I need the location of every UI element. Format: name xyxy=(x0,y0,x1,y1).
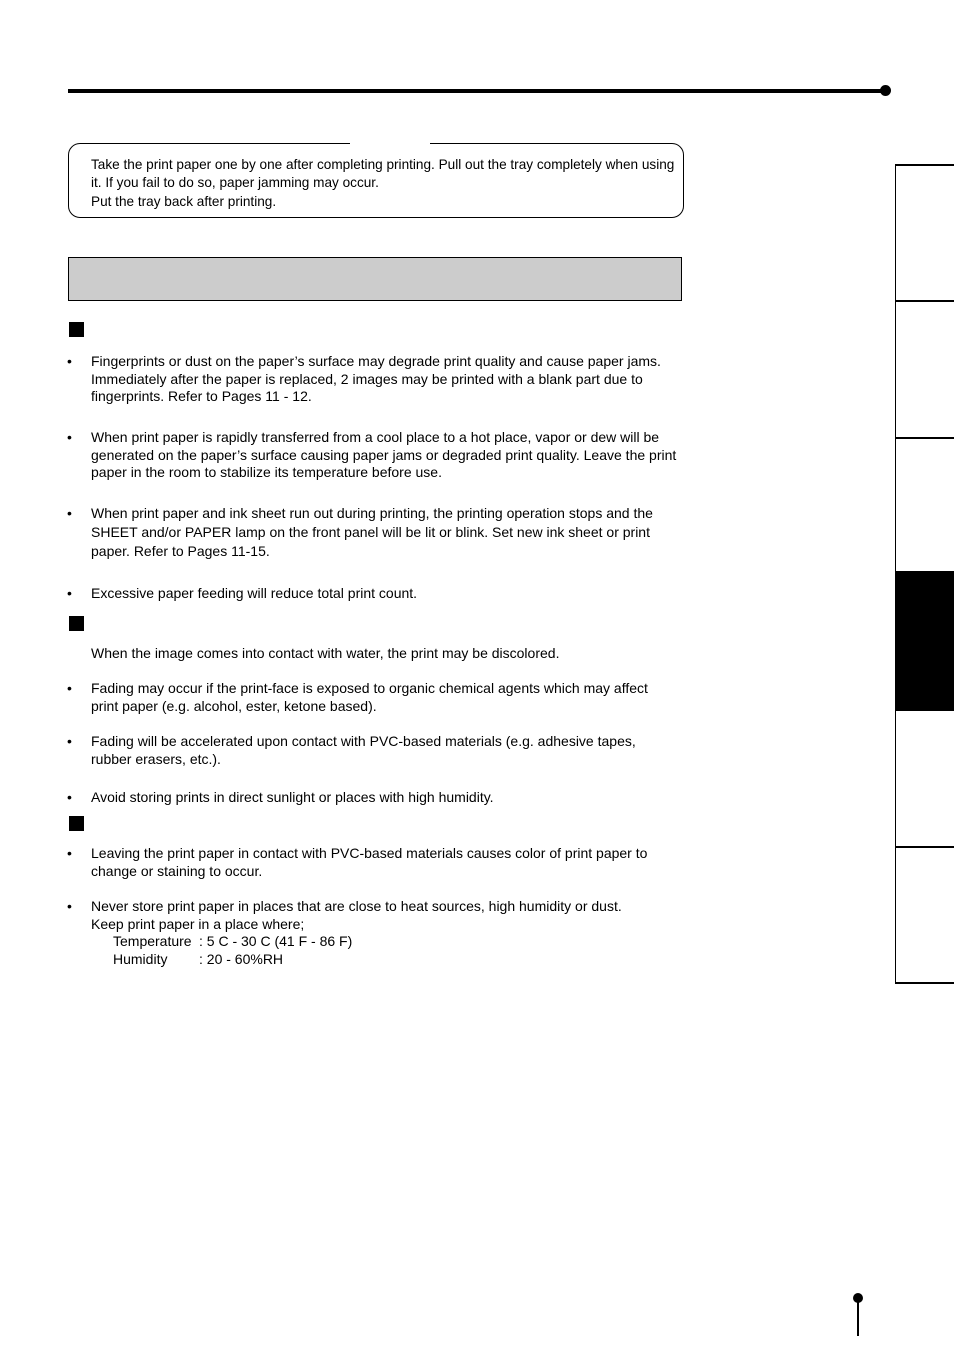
list-item xyxy=(67,845,677,880)
list-item xyxy=(67,898,677,968)
list-item xyxy=(67,504,677,561)
chapter-tab-divider xyxy=(895,164,954,166)
chapter-tab-divider xyxy=(895,300,954,302)
header-rule xyxy=(68,89,884,93)
list-item xyxy=(67,680,677,715)
bullet-dot: • xyxy=(67,680,72,696)
section-header-bar xyxy=(68,257,682,301)
list-item xyxy=(67,585,677,603)
bullet-dot: • xyxy=(67,845,72,861)
list-item-text: Fingerprints or dust on the paper’s surface may degrade print quality and cause paper jams. Immediately after the paper is replaced, 2 images may be printed with a blank part due to fingerprints. Refer to Pages 11 - 12. xyxy=(91,353,661,404)
list-item-text: Leaving the print paper in contact with PVC-based materials causes color of print paper to change or staining to occur. xyxy=(91,845,648,879)
list-item-text: Never store print paper in places that are close to heat sources, high humidity or dust. xyxy=(91,898,622,914)
bullet-dot: • xyxy=(67,898,72,914)
list-item-text: Avoid storing prints in direct sunlight or places with high humidity. xyxy=(91,789,494,805)
list-item-text: Keep print paper in a place where; xyxy=(91,915,305,932)
caution-line-1: Take the print paper one by one after completing printing. Pull out the tray completely when using it. If you fail to do so, paper jamming may occur. xyxy=(91,157,675,190)
list-item-text: Excessive paper feeding will reduce total print count. xyxy=(91,585,418,601)
list-item-text: When print paper is rapidly transferred from a cool place to a hot place, vapor or dew will be generated on the paper’s surface causing paper jams or degraded print quality. Leave the print paper in the room to stabilize its temperature before use. xyxy=(91,429,677,480)
spec-value: : 5 C - 30 C (41 F - 86 F) xyxy=(199,933,353,949)
subsection-marker-2 xyxy=(69,616,84,631)
list-item xyxy=(67,353,677,406)
spec-label: Humidity xyxy=(113,950,168,967)
chapter-tab-divider xyxy=(895,982,954,984)
bullet-dot: • xyxy=(67,429,72,445)
header-rule-dot xyxy=(880,85,891,96)
chapter-tab-active xyxy=(895,571,954,711)
bullet-dot: • xyxy=(67,585,72,601)
page-marker-line xyxy=(857,1298,859,1336)
bullet-dot: • xyxy=(67,353,72,369)
spec-value: : 20 - 60%RH xyxy=(199,950,284,967)
bullet-dot: • xyxy=(67,505,72,521)
caution-box-title-gap xyxy=(350,140,430,148)
caution-text xyxy=(91,156,681,211)
list-item-text: Fading will be accelerated upon contact with PVC-based materials (e.g. adhesive tapes, rubber erasers, etc.). xyxy=(91,733,636,767)
spec-label: Temperature xyxy=(113,933,192,949)
subsection-marker-3 xyxy=(69,816,84,831)
caution-line-2: Put the tray back after printing. xyxy=(91,194,277,209)
spec-row-temperature xyxy=(91,933,677,951)
list-item-text: When print paper and ink sheet run out during printing, the printing operation stops and the SHEET and/or PAPER lamp on the front panel will be lit or blink. Set new ink sheet or print paper. Refer to Pages 11-15. xyxy=(91,505,653,559)
bullet-dot: • xyxy=(67,733,72,749)
spec-row-humidity xyxy=(91,951,677,969)
subsection-marker-1 xyxy=(69,322,84,337)
paragraph: When the image comes into contact with water, the print may be discolored. xyxy=(91,645,560,661)
list-item xyxy=(67,733,677,768)
list-item xyxy=(67,429,677,482)
list-item xyxy=(67,789,677,807)
chapter-tab-divider xyxy=(895,846,954,848)
bullet-dot: • xyxy=(67,789,72,805)
chapter-tab-divider xyxy=(895,437,954,439)
list-item-text: Fading may occur if the print-face is exposed to organic chemical agents which may affect print paper (e.g. alcohol, ester, ketone based). xyxy=(91,680,648,714)
